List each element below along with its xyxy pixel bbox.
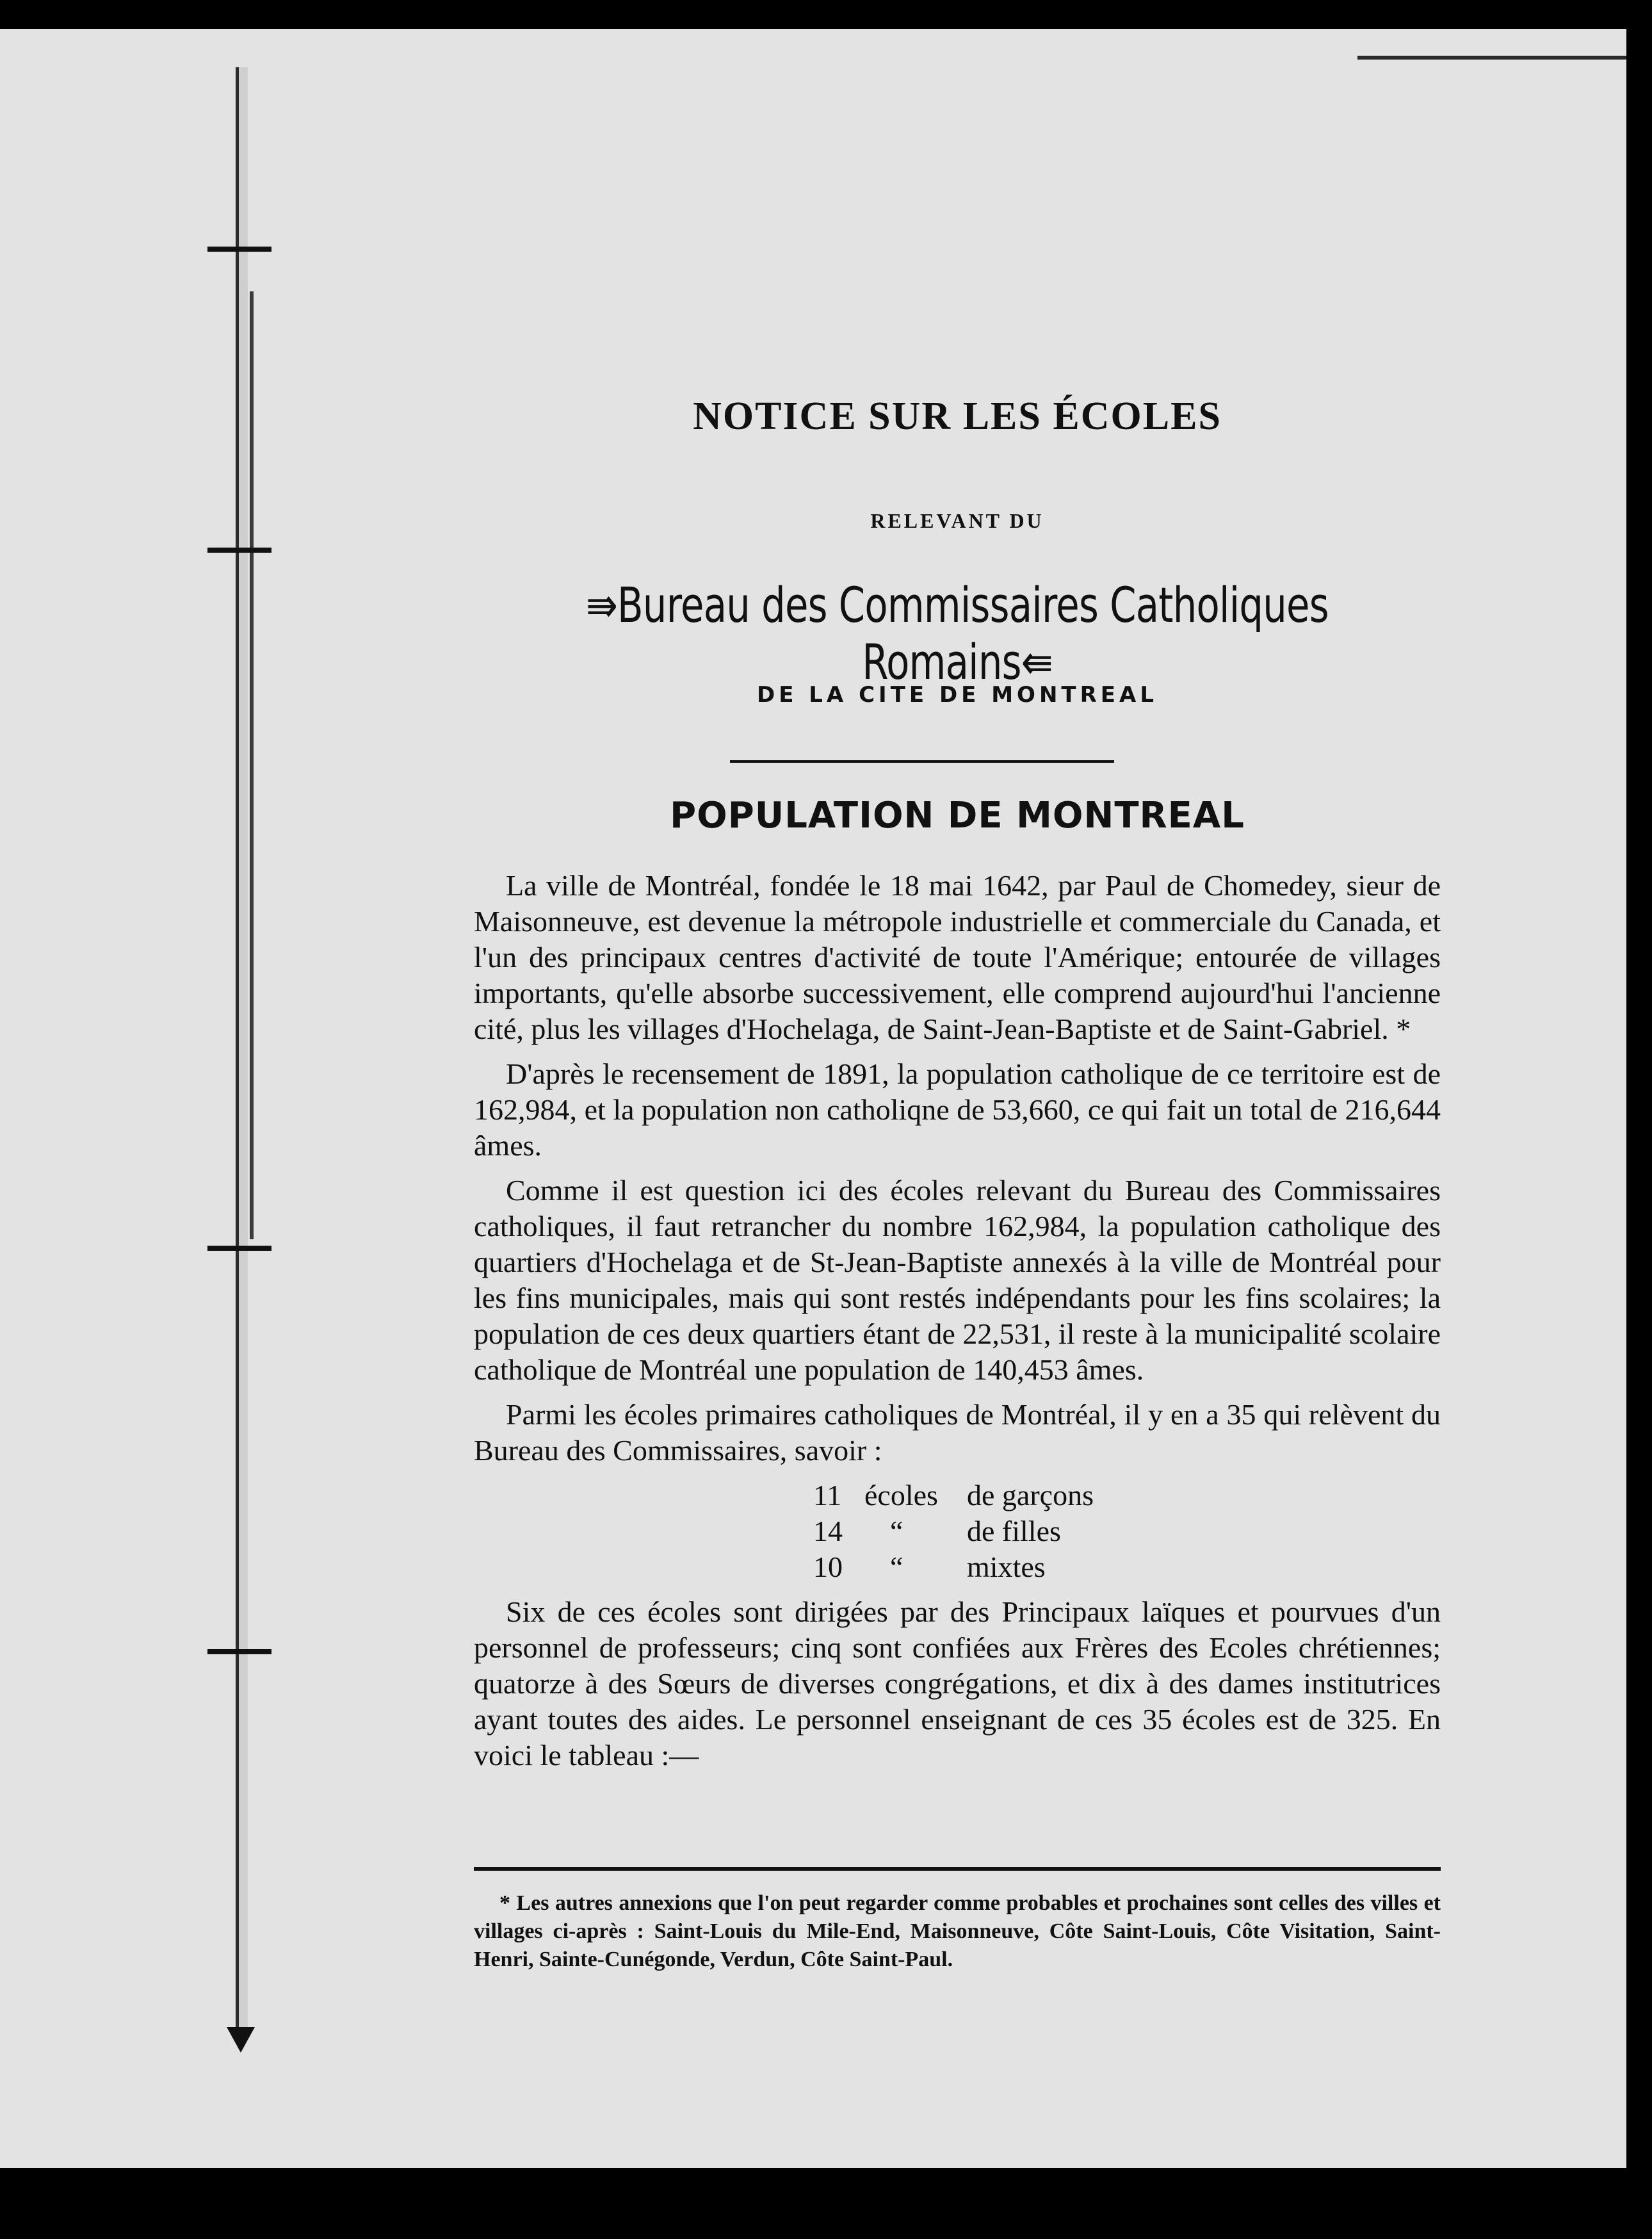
school-count: 11 (813, 1479, 842, 1511)
bureau-name: ⇛Bureau des Commissaires Catholiques Romains⇚ (586, 576, 1329, 690)
paragraph: Six de ces écoles sont dirigées par des Principaux laïques et pourvues d'un personnel de professeurs; cinq sont confiées aux Frères des Ecoles chrétiennes; quatorze à des Sœurs de diverses congrégations, et dix à des dames institutrices ayant toutes des aides. Le personnel enseignant de ces 35 écoles est de 325. En voici le tableau :— (474, 1595, 1441, 1771)
page-subtitle: RELEVANT DU (870, 509, 1044, 532)
body-text (474, 868, 1441, 1782)
binding-stitch (207, 548, 271, 553)
binding-inner-rod (250, 291, 254, 1239)
binding-strip (223, 67, 259, 2027)
ditto-mark: “ (890, 1551, 903, 1583)
binding-tip-icon (227, 2027, 255, 2053)
section-heading: POPULATION DE MONTREAL (670, 795, 1245, 836)
scanned-page (0, 29, 1626, 2168)
page-edge-line (1357, 56, 1626, 60)
school-type: de garçons (967, 1479, 1094, 1511)
page-title: NOTICE SUR LES ÉCOLES (693, 395, 1222, 438)
schools-list (813, 1478, 1441, 1585)
list-item (813, 1513, 1441, 1549)
binding-stitch (207, 247, 271, 252)
school-count: 10 (813, 1551, 843, 1583)
school-type: de filles (967, 1515, 1061, 1547)
divider (730, 760, 1114, 763)
school-type: mixtes (967, 1551, 1046, 1583)
footnote (474, 1889, 1441, 1974)
binding-stitch (207, 1246, 271, 1251)
paragraph: D'après le recensement de 1891, la population catholique de ce territoire est de 162,984, et la population non catholiqne de 53,660, ce qui fait un total de 216,644 âmes. (474, 1057, 1441, 1162)
paragraph: Comme il est question ici des écoles relevant du Bureau des Commissaires catholiques, il faut retrancher du nombre 162,984, la population catholique des quartiers d'Hochelaga et de St-Jean-Baptiste annexés à la ville de Montréal pour les fins municipales, mais qui sont restés indépendants pour les fins scolaires; la population de ces deux quartiers étant de 22,531, il reste à la municipalité scolaire catholique de Montréal une population de 140,453 âmes. (474, 1174, 1441, 1386)
list-item (813, 1549, 1441, 1585)
city-name: DE LA CITE DE MONTREAL (756, 682, 1158, 708)
school-word: écoles (864, 1479, 938, 1511)
list-item (813, 1478, 1441, 1513)
paragraph: La ville de Montréal, fondée le 18 mai 1642, par Paul de Chomedey, sieur de Maisonneuve, est devenue la métropole industrielle et commerciale du Canada, et l'un des principaux centres d'activité de toute l'Amérique; entourée de villages importants, qu'elle absorbe successivement, elle comprend aujourd'hui l'ancienne cité, plus les villages d'Hochelaga, de Saint-Jean-Baptiste et de Saint-Gabriel. * (474, 869, 1441, 1045)
ditto-mark: “ (890, 1515, 903, 1547)
binding-rod (236, 67, 248, 2027)
footnote-text: * Les autres annexions que l'on peut regarder comme probables et prochaines sont celles des villes et villages ci-après : Saint-Louis du Mile-End, Maisonneuve, Côte Saint-Louis, Côte Visitation, Saint-Henri, Sainte-Cunégonde, Verdun, Côte Saint-Paul. (474, 1891, 1441, 1971)
paragraph: Parmi les écoles primaires catholiques de Montréal, il y en a 35 qui relèvent du Bureau des Commissaires, savoir : (474, 1398, 1441, 1467)
binding-stitch (207, 1649, 271, 1654)
school-count: 14 (813, 1515, 843, 1547)
footnote-divider (474, 1867, 1441, 1871)
